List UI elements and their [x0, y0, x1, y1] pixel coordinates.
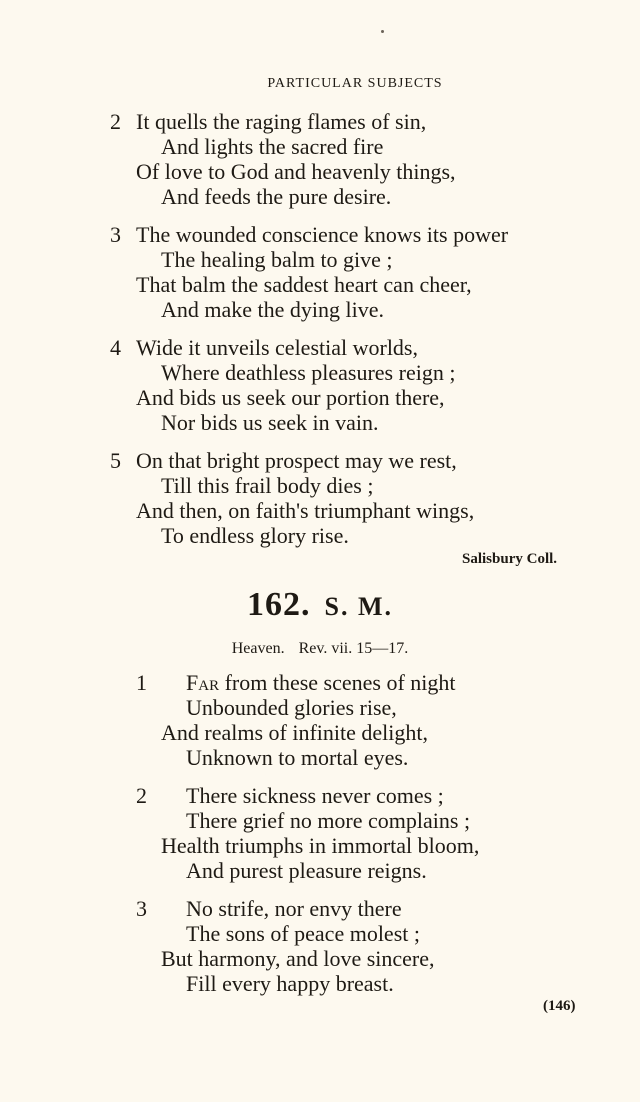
hymn-subject: Heaven. — [231, 640, 285, 657]
verse-line: No strife, nor envy there — [186, 896, 402, 921]
initial-word: Far — [186, 670, 220, 695]
verse-line: It quells the raging flames of sin, — [136, 109, 427, 134]
hymn-meter: S. M. — [324, 592, 393, 621]
stanza-number: 3 — [136, 896, 147, 921]
verse-line: The wounded conscience knows its power — [136, 222, 509, 247]
stanza-number: 3 — [110, 222, 121, 247]
page-number: (146) — [543, 998, 576, 1014]
stanza-number: 2 — [110, 109, 121, 134]
attribution: Salisbury Coll. — [462, 551, 558, 567]
verse-line: And bids us seek our portion there, — [136, 385, 445, 410]
verse-line: Where deathless pleasures reign ; — [161, 360, 456, 385]
verse-line: There sickness never comes ; — [186, 783, 444, 808]
verse-line: And make the dying live. — [161, 297, 385, 322]
verse-line: Wide it unveils celestial worlds, — [136, 335, 418, 360]
stanza-number: 1 — [136, 670, 147, 695]
verse-line: And purest pleasure reigns. — [186, 858, 427, 883]
verse-line: There grief no more complains ; — [186, 808, 471, 833]
verse-line: But harmony, and love sincere, — [161, 946, 435, 971]
scripture-reference: Rev. vii. 15—17. — [298, 640, 409, 657]
verse-line: That balm the saddest heart can cheer, — [136, 272, 472, 297]
stanza-number: 2 — [136, 783, 147, 808]
verse-line: Of love to God and heavenly things, — [136, 159, 456, 184]
hymn-title — [0, 586, 640, 624]
hymn-number: 162. — [247, 586, 311, 623]
verse-line: Nor bids us seek in vain. — [161, 410, 379, 435]
verse-line: The sons of peace molest ; — [186, 921, 420, 946]
verse-line: And lights the sacred fire — [161, 134, 384, 159]
verse-line: Unknown to mortal eyes. — [186, 745, 409, 770]
stanza-number: 4 — [110, 335, 121, 360]
hymn-subject-line — [0, 640, 640, 658]
verse-line: And then, on faith's triumphant wings, — [136, 498, 475, 523]
verse-line: Health triumphs in immortal bloom, — [161, 833, 480, 858]
running-head: PARTICULAR SUBJECTS — [267, 76, 443, 91]
verse-line: Unbounded glories rise, — [186, 695, 397, 720]
ink-speck — [381, 30, 384, 33]
verse-line: And feeds the pure desire. — [161, 184, 392, 209]
verse-line: And realms of infinite delight, — [161, 720, 428, 745]
verse-line: Fill every happy breast. — [186, 971, 394, 996]
stanza-number: 5 — [110, 448, 121, 473]
verse-line: To endless glory rise. — [161, 523, 349, 548]
verse-line-rest: from these scenes of night — [219, 670, 456, 695]
verse-line: Till this frail body dies ; — [161, 473, 374, 498]
verse-line: The healing balm to give ; — [161, 247, 393, 272]
verse-line: On that bright prospect may we rest, — [136, 448, 457, 473]
verse-line — [186, 670, 456, 696]
